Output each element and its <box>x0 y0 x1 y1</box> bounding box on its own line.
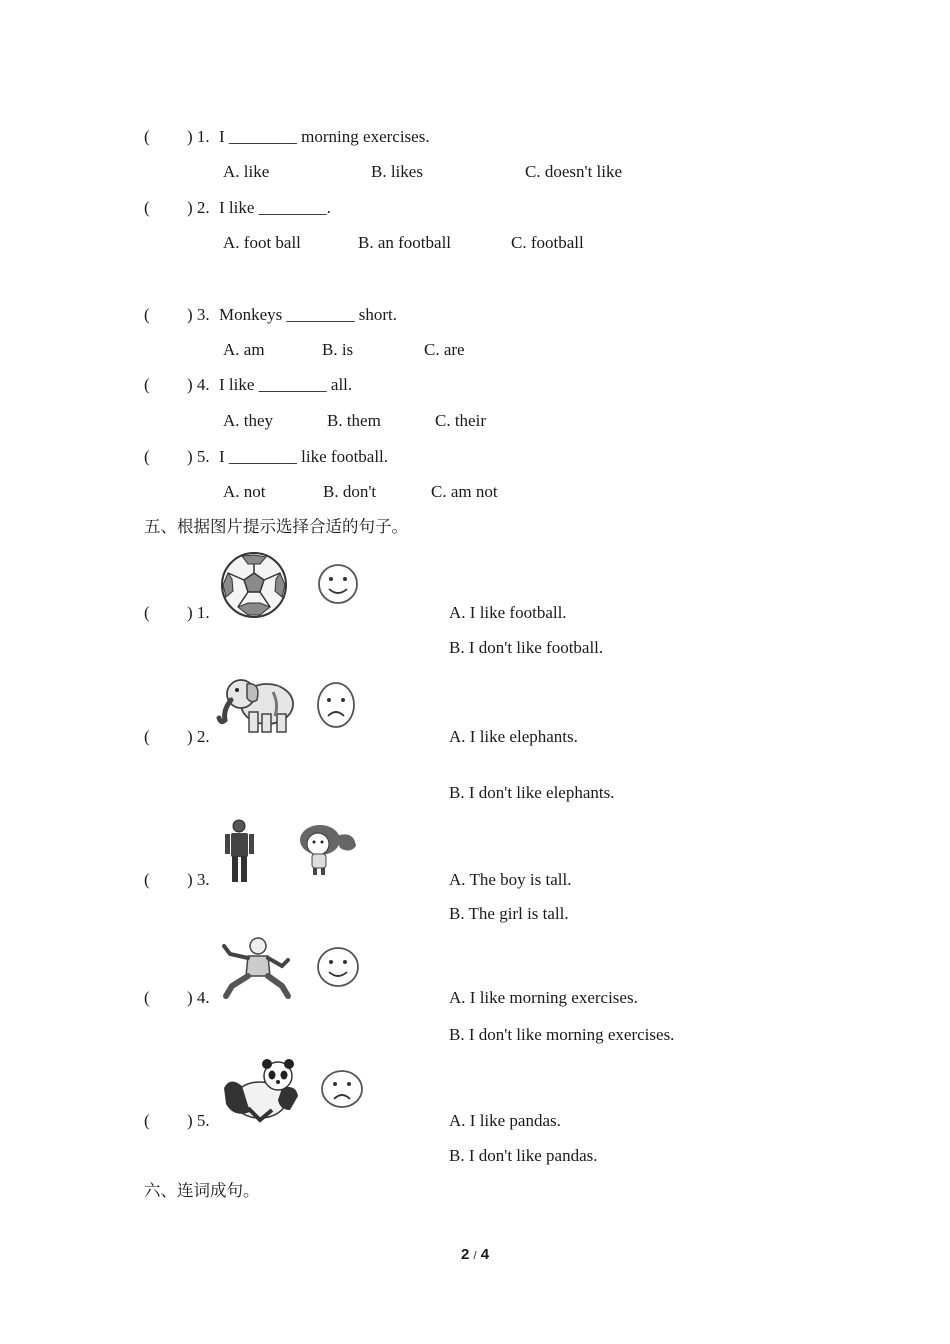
answer-paren-open[interactable]: ( <box>144 603 150 622</box>
answer-paren-open[interactable]: ( <box>144 727 150 746</box>
option-a: A. like <box>223 162 270 181</box>
option-c: C. am not <box>431 482 498 501</box>
question-stem: I ________ like football. <box>219 447 389 466</box>
option-b: B. I don't like elephants. <box>449 783 615 802</box>
option-a: A. not <box>223 482 266 501</box>
question-stem: I like ________. <box>219 198 331 217</box>
question-number: ) 3. <box>187 870 210 889</box>
morning-exercise-icon <box>218 936 298 1000</box>
option-a: A. I like morning exercises. <box>449 988 638 1007</box>
option-b: B. an football <box>358 233 452 252</box>
option-b: B. is <box>322 340 354 359</box>
option-c: C. their <box>435 411 486 430</box>
option-b: B. I don't like morning exercises. <box>449 1025 675 1044</box>
option-a: A. I like football. <box>449 603 567 622</box>
smile-face-icon <box>317 563 359 605</box>
option-c: C. are <box>424 340 465 359</box>
option-b: B. don't <box>323 482 377 501</box>
page-separator: / <box>473 1250 477 1262</box>
option-a: A. foot ball <box>223 233 301 252</box>
answer-paren-open[interactable]: ( <box>144 1111 150 1130</box>
question-number: ) 5. <box>187 447 210 466</box>
question-number: ) 3. <box>187 305 210 324</box>
option-c: C. doesn't like <box>525 162 623 181</box>
question-number: ) 5. <box>187 1111 210 1130</box>
question-stem: I ________ morning exercises. <box>219 127 430 146</box>
panda-icon <box>220 1058 304 1122</box>
option-b: B. I don't like football. <box>449 638 604 657</box>
answer-paren-open[interactable]: ( <box>144 198 150 217</box>
question-stem: I like ________ all. <box>219 375 353 394</box>
page-number <box>461 1245 489 1266</box>
option-b: B. likes <box>371 162 423 181</box>
question-number: ) 2. <box>187 198 210 217</box>
answer-paren-open[interactable]: ( <box>144 127 150 146</box>
option-b: B. them <box>327 411 381 430</box>
option-b: B. I don't like pandas. <box>449 1146 598 1165</box>
option-b: B. The girl is tall. <box>449 904 569 923</box>
option-a: A. they <box>223 411 274 430</box>
question-number: ) 2. <box>187 727 210 746</box>
question-number: ) 4. <box>187 988 210 1007</box>
question-number: ) 1. <box>187 603 210 622</box>
option-a: A. The boy is tall. <box>449 870 572 889</box>
frown-face-icon <box>316 681 356 729</box>
answer-paren-open[interactable]: ( <box>144 988 150 1007</box>
frown-face-icon <box>320 1069 364 1109</box>
short-girl-icon <box>290 824 360 876</box>
option-a: A. am <box>223 340 265 359</box>
answer-paren-open[interactable]: ( <box>144 305 150 324</box>
soccer-ball-icon <box>220 551 290 619</box>
answer-paren-open[interactable]: ( <box>144 447 150 466</box>
question-number: ) 1. <box>187 127 210 146</box>
tall-boy-icon <box>222 818 258 884</box>
section-6-heading: 六、连词成句。 <box>144 1181 260 1200</box>
answer-paren-open[interactable]: ( <box>144 375 150 394</box>
section-5-heading: 五、根据图片提示选择合适的句子。 <box>144 517 408 536</box>
smile-face-icon <box>316 946 360 988</box>
option-a: A. I like elephants. <box>449 727 578 746</box>
page-current: 2 <box>461 1246 470 1263</box>
option-c: C. football <box>511 233 584 252</box>
question-stem: Monkeys ________ short. <box>219 305 398 324</box>
answer-paren-open[interactable]: ( <box>144 870 150 889</box>
question-number: ) 4. <box>187 375 210 394</box>
option-a: A. I like pandas. <box>449 1111 561 1130</box>
elephant-icon <box>217 670 297 736</box>
page-total: 4 <box>480 1246 490 1263</box>
